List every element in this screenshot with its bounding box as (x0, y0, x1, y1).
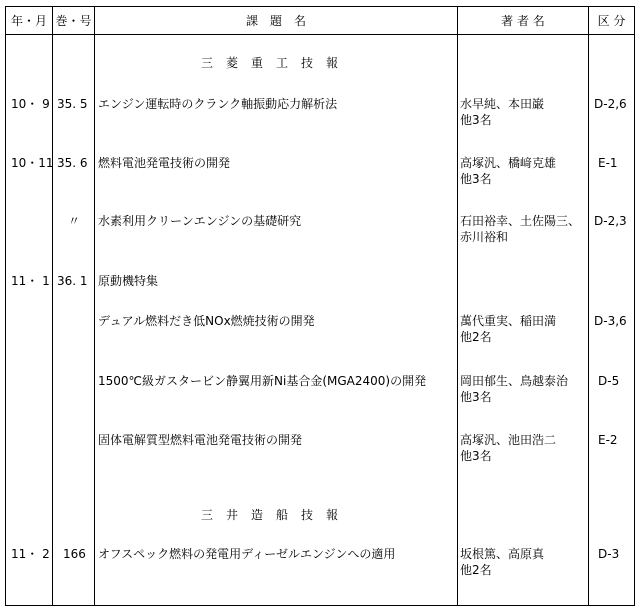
row-category: D-5 (598, 374, 620, 388)
column-divider (588, 7, 589, 605)
row-authors: 高塚汎、池田浩二 他3名 (460, 433, 557, 463)
row-title: オフスペック燃料の発電用ディーゼルエンジンへの適用 (98, 547, 396, 561)
row-category: D-2,3 (594, 214, 627, 228)
row-volume: 35. 6 (57, 156, 88, 170)
header-title: 課 題 名 (245, 14, 306, 28)
row-date: 10・ 9 (11, 97, 50, 111)
row-authors: 高塚汎、橋﨑克雄 他3名 (460, 156, 557, 186)
row-title: 固体電解質型燃料電池発電技術の開発 (98, 433, 303, 447)
row-volume: 166 (63, 547, 86, 561)
column-divider (457, 7, 458, 605)
row-category: D-3,6 (594, 314, 627, 328)
row-title: 1500℃級ガスタービン静翼用新Ni基合金(MGA2400)の開発 (98, 374, 427, 388)
row-volume: 35. 5 (57, 97, 88, 111)
row-category: E-1 (598, 156, 618, 170)
row-title: 原動機特集 (98, 274, 159, 288)
row-title: デュアル燃料だき低NOx燃焼技術の開発 (98, 314, 315, 328)
row-authors: 坂根篤、高原真 他2名 (460, 547, 545, 577)
row-date: 11・ 2 (11, 547, 50, 561)
row-category: E-2 (598, 433, 618, 447)
publication-table (5, 6, 635, 606)
header-date: 年・月 (10, 14, 47, 28)
row-authors: 岡田郁生、鳥越泰治 他3名 (460, 374, 569, 404)
column-divider (52, 7, 53, 605)
row-authors: 萬代重実、稲田満 他2名 (460, 314, 557, 344)
header-divider (6, 34, 634, 35)
row-date: 11・ 1 (11, 274, 50, 288)
row-category: D-2,6 (594, 97, 627, 111)
row-title: 燃料電池発電技術の開発 (98, 156, 231, 170)
row-volume: 〃 (68, 214, 81, 228)
row-category: D-3 (598, 547, 620, 561)
row-volume: 36. 1 (57, 274, 88, 288)
section-title: 三井造船技報 (200, 508, 351, 522)
row-title: 水素利用クリーンエンジンの基礎研究 (98, 214, 302, 228)
header-volume: 巻・号 (55, 14, 92, 28)
row-title: エンジン運転時のクランク軸振動応力解析法 (98, 97, 338, 111)
row-authors: 石田裕幸、土佐陽三、 赤川裕和 (460, 214, 581, 244)
row-date: 10・11 (11, 156, 54, 170)
header-category: 区 分 (597, 14, 626, 28)
row-authors: 水早純、本田巌 他3名 (460, 97, 545, 127)
section-title: 三菱重工技報 (200, 56, 351, 70)
header-authors: 著 者 名 (501, 14, 545, 28)
